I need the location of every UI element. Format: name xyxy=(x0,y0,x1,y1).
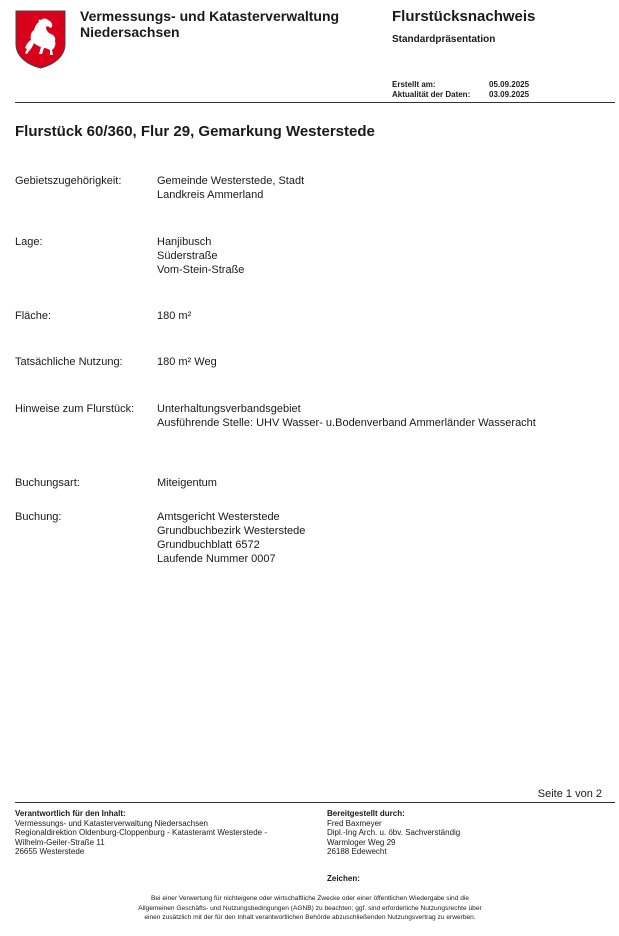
footer-divider xyxy=(15,802,615,803)
document-subtitle: Standardpräsentation xyxy=(392,34,496,45)
field-value-area-membership xyxy=(157,174,304,202)
disclaimer-line: Bei einer Verwertung für nichteigene oder wirtschaftliche Zwecke oder einer öffentlichen Wiedergabe sind die xyxy=(150,895,470,902)
responsible-line: Regionaldirektion Oldenburg-Cloppenburg - Katasteramt Westerstede - xyxy=(15,828,267,838)
usage-disclaimer xyxy=(60,894,560,923)
value-line: Laufende Nummer 0007 xyxy=(157,553,276,565)
organization-name-line-2: Niedersachsen xyxy=(80,24,180,40)
value-line: Süderstraße xyxy=(157,250,218,262)
value-line: Grundbuchbezirk Westerstede xyxy=(157,525,306,537)
responsible-line: 26655 Westerstede xyxy=(15,847,85,857)
organization-name-line-1: Vermessungs- und Katasterverwaltung xyxy=(80,8,340,24)
field-label-parcel-notes: Hinweise zum Flurstück: xyxy=(15,403,135,415)
document-title: Flurstücksnachweis xyxy=(392,8,536,25)
field-label-booking-type: Buchungsart: xyxy=(15,477,80,489)
value-line: Unterhaltungsverbandsgebiet xyxy=(157,403,301,415)
value-line: Gemeinde Westerstede, Stadt xyxy=(157,175,305,187)
field-label-location: Lage: xyxy=(15,236,43,248)
field-value-booking-type xyxy=(157,476,217,490)
provided-by-block xyxy=(327,809,607,857)
provided-line: Fred Baxmeyer xyxy=(327,818,382,828)
value-line: Grundbuchblatt 6572 xyxy=(157,539,260,551)
value-line: Amtsgericht Westerstede xyxy=(157,511,280,523)
value-line: 180 m² xyxy=(157,310,192,322)
value-line: Ausführende Stelle: UHV Wasser- u.Bodenverband Ammerländer Wasseracht xyxy=(157,417,536,429)
field-label-area: Fläche: xyxy=(15,310,52,322)
field-value-area xyxy=(157,309,191,323)
value-line: Vom-Stein-Straße xyxy=(157,264,245,276)
organization-name xyxy=(80,8,370,40)
value-line: Hanjibusch xyxy=(157,236,212,248)
page-number: Seite 1 von 2 xyxy=(537,788,602,800)
provided-title: Bereitgestellt durch: xyxy=(327,809,405,818)
disclaimer-line: einen zusätzlich mit der für den Inhalt verantwortlichen Behörde abzuschließenden Nutzungsvertrag zu erwerben. xyxy=(144,914,476,921)
header-divider xyxy=(15,102,615,103)
provided-line: Warmloger Weg 29 xyxy=(327,837,396,847)
value-line: 180 m² Weg xyxy=(157,356,217,368)
field-value-actual-use xyxy=(157,355,217,369)
created-date: 05.09.2025 xyxy=(489,80,530,89)
responsible-block xyxy=(15,809,315,857)
field-label-booking: Buchung: xyxy=(15,511,62,523)
provided-line: 26188 Edewecht xyxy=(327,847,387,857)
value-line: Landkreis Ammerland xyxy=(157,189,264,201)
field-value-booking xyxy=(157,510,305,566)
field-label-area-membership: Gebietszugehörigkeit: xyxy=(15,175,122,187)
field-value-location xyxy=(157,235,244,277)
sign-label: Zeichen: xyxy=(327,874,360,883)
responsible-line: Vermessungs- und Katasterverwaltung Niedersachsen xyxy=(15,818,208,828)
responsible-title: Verantwortlich für den Inhalt: xyxy=(15,809,126,818)
provided-line: Dipl.-Ing Arch. u. öbv. Sachverständig xyxy=(327,828,461,838)
data-currency-label: Aktualität der Daten: xyxy=(392,90,471,99)
parcel-heading: Flurstück 60/360, Flur 29, Gemarkung Westerstede xyxy=(15,123,375,140)
field-label-actual-use: Tatsächliche Nutzung: xyxy=(15,356,123,368)
disclaimer-line: Allgemeinen Geschäfts- und Nutzungsbedingungen (AGNB) zu beachten; ggf. sind erforderliche Nutzungsrechte über xyxy=(138,904,482,912)
value-line: Miteigentum xyxy=(157,477,217,489)
responsible-line: Wilhelm-Geiler-Straße 11 xyxy=(15,837,105,847)
niedersachsen-horse-coat-of-arms-icon xyxy=(15,10,66,69)
field-value-parcel-notes xyxy=(157,402,536,430)
created-label: Erstellt am: xyxy=(392,80,436,89)
data-currency-date: 03.09.2025 xyxy=(489,90,530,99)
